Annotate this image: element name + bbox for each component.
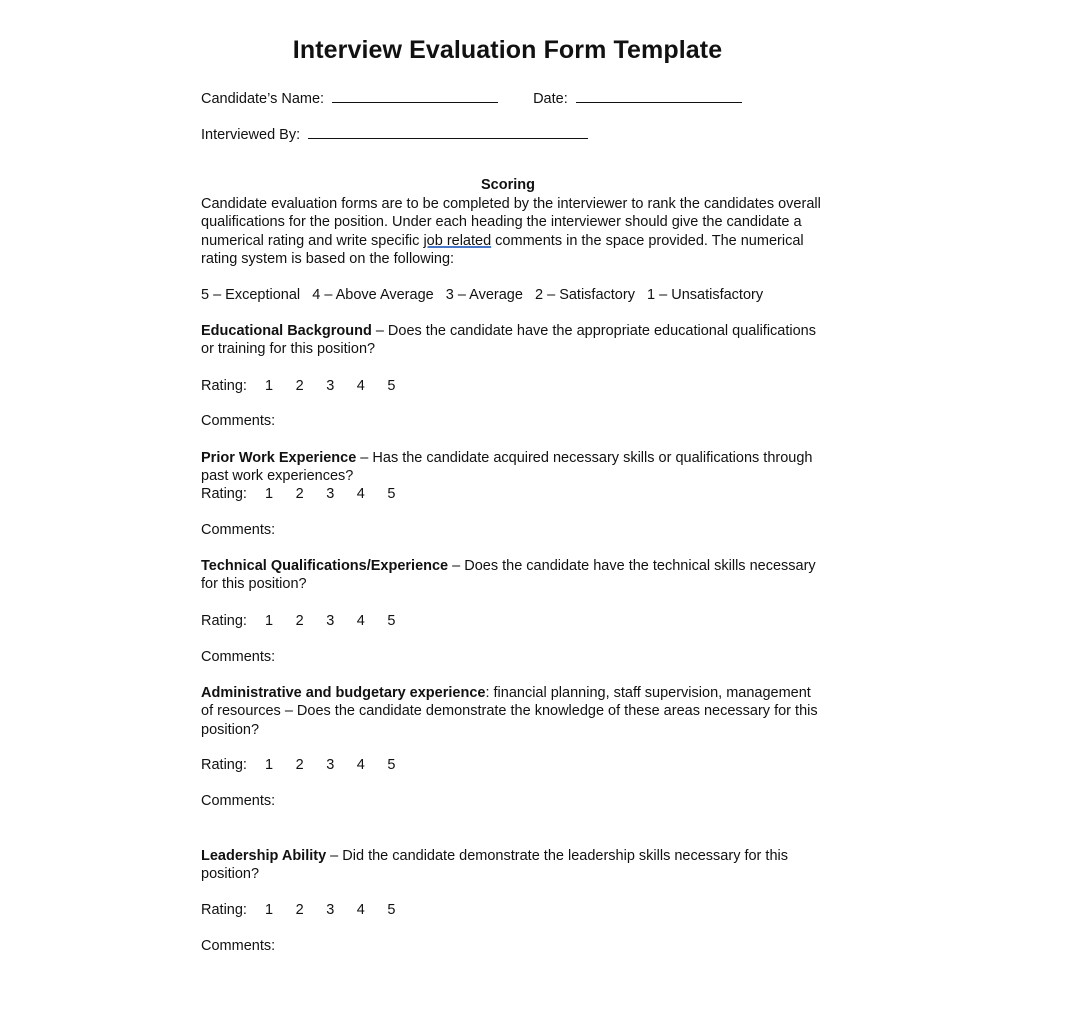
section-prior-work-experience <box>201 449 821 486</box>
rating-option-5[interactable]: 5 <box>387 757 396 773</box>
rating-option-1[interactable]: 1 <box>265 757 274 773</box>
section-heading: Prior Work Experience <box>201 450 357 466</box>
rating-option-2[interactable]: 2 <box>295 902 304 918</box>
section-heading: Leadership Ability <box>201 848 327 864</box>
scoring-intro-part2: comments in the space provided. The numerical rating system is based on the following: <box>201 232 804 268</box>
date-line[interactable] <box>576 88 742 103</box>
section-text: – Does the candidate have the technical skills necessary for this position? <box>201 558 816 593</box>
rating-option-2[interactable]: 2 <box>295 613 304 629</box>
comments-label: Comments: <box>201 649 276 665</box>
rating-option-4[interactable]: 4 <box>356 902 365 918</box>
section-educational-background <box>201 322 821 359</box>
section-administrative-budgetary <box>201 684 821 739</box>
section-text: : financial planning, staff supervision, management of resources – Does the candidate demonstrate the knowledge of these areas necessary for this position? <box>201 685 818 738</box>
rating-row <box>201 612 418 630</box>
comments-label: Comments: <box>201 413 276 429</box>
candidate-name-label: Candidate’s Name: <box>201 91 325 107</box>
section-heading: Administrative and budgetary experience <box>201 685 486 701</box>
interviewed-by-label: Interviewed By: <box>201 127 301 143</box>
rating-row <box>201 377 418 395</box>
section-leadership-ability <box>201 847 821 884</box>
section-text: – Does the candidate have the appropriate educational qualifications or training for this position? <box>201 323 816 358</box>
rating-row <box>201 485 418 503</box>
rating-label: Rating: <box>201 902 247 918</box>
interviewed-by-row <box>201 124 588 144</box>
rating-option-4[interactable]: 4 <box>356 378 365 394</box>
rating-option-3[interactable]: 3 <box>326 613 335 629</box>
date-label: Date: <box>533 91 568 107</box>
rating-label: Rating: <box>201 486 247 502</box>
rating-option-1[interactable]: 1 <box>265 902 274 918</box>
rating-label: Rating: <box>201 613 247 629</box>
section-heading: Technical Qualifications/Experience <box>201 558 449 574</box>
rating-option-2[interactable]: 2 <box>295 486 304 502</box>
scoring-intro <box>201 195 821 269</box>
rating-option-4[interactable]: 4 <box>356 757 365 773</box>
comments-label: Comments: <box>201 522 276 538</box>
comments-label: Comments: <box>201 938 276 954</box>
scoring-intro-flagged: job related <box>423 232 492 249</box>
rating-option-4[interactable]: 4 <box>356 613 365 629</box>
rating-option-1[interactable]: 1 <box>265 613 274 629</box>
section-text: – Has the candidate acquired necessary skills or qualifications through past work experiences? <box>201 450 813 485</box>
section-heading: Educational Background <box>201 323 372 339</box>
rating-option-5[interactable]: 5 <box>387 613 396 629</box>
scoring-intro-part1: Candidate evaluation forms are to be completed by the interviewer to rank the candidates overall qualifications for the position. Under each heading the interviewer should give the candidate a numerical rating and write specific <box>201 196 821 249</box>
rating-row <box>201 756 418 774</box>
rating-option-5[interactable]: 5 <box>387 378 396 394</box>
rating-option-3[interactable]: 3 <box>326 757 335 773</box>
rating-option-5[interactable]: 5 <box>387 486 396 502</box>
page-title: Interview Evaluation Form Template <box>292 36 723 64</box>
candidate-date-row <box>201 88 742 108</box>
rating-option-5[interactable]: 5 <box>387 902 396 918</box>
rating-option-1[interactable]: 1 <box>265 378 274 394</box>
rating-row <box>201 901 418 919</box>
scoring-heading: Scoring <box>481 177 535 193</box>
rating-option-2[interactable]: 2 <box>295 757 304 773</box>
rating-option-1[interactable]: 1 <box>265 486 274 502</box>
section-text: – Did the candidate demonstrate the leadership skills necessary for this position? <box>201 848 788 883</box>
rating-option-3[interactable]: 3 <box>326 486 335 502</box>
comments-label: Comments: <box>201 793 276 809</box>
rating-scale: 5 – Exceptional 4 – Above Average 3 – Average 2 – Satisfactory 1 – Unsatisfactory <box>201 287 764 303</box>
candidate-name-line[interactable] <box>332 88 498 103</box>
rating-option-3[interactable]: 3 <box>326 902 335 918</box>
interviewed-by-line[interactable] <box>308 124 588 139</box>
rating-label: Rating: <box>201 378 247 394</box>
rating-option-2[interactable]: 2 <box>295 378 304 394</box>
section-technical-qualifications <box>201 557 821 594</box>
rating-option-4[interactable]: 4 <box>356 486 365 502</box>
rating-option-3[interactable]: 3 <box>326 378 335 394</box>
rating-label: Rating: <box>201 757 247 773</box>
